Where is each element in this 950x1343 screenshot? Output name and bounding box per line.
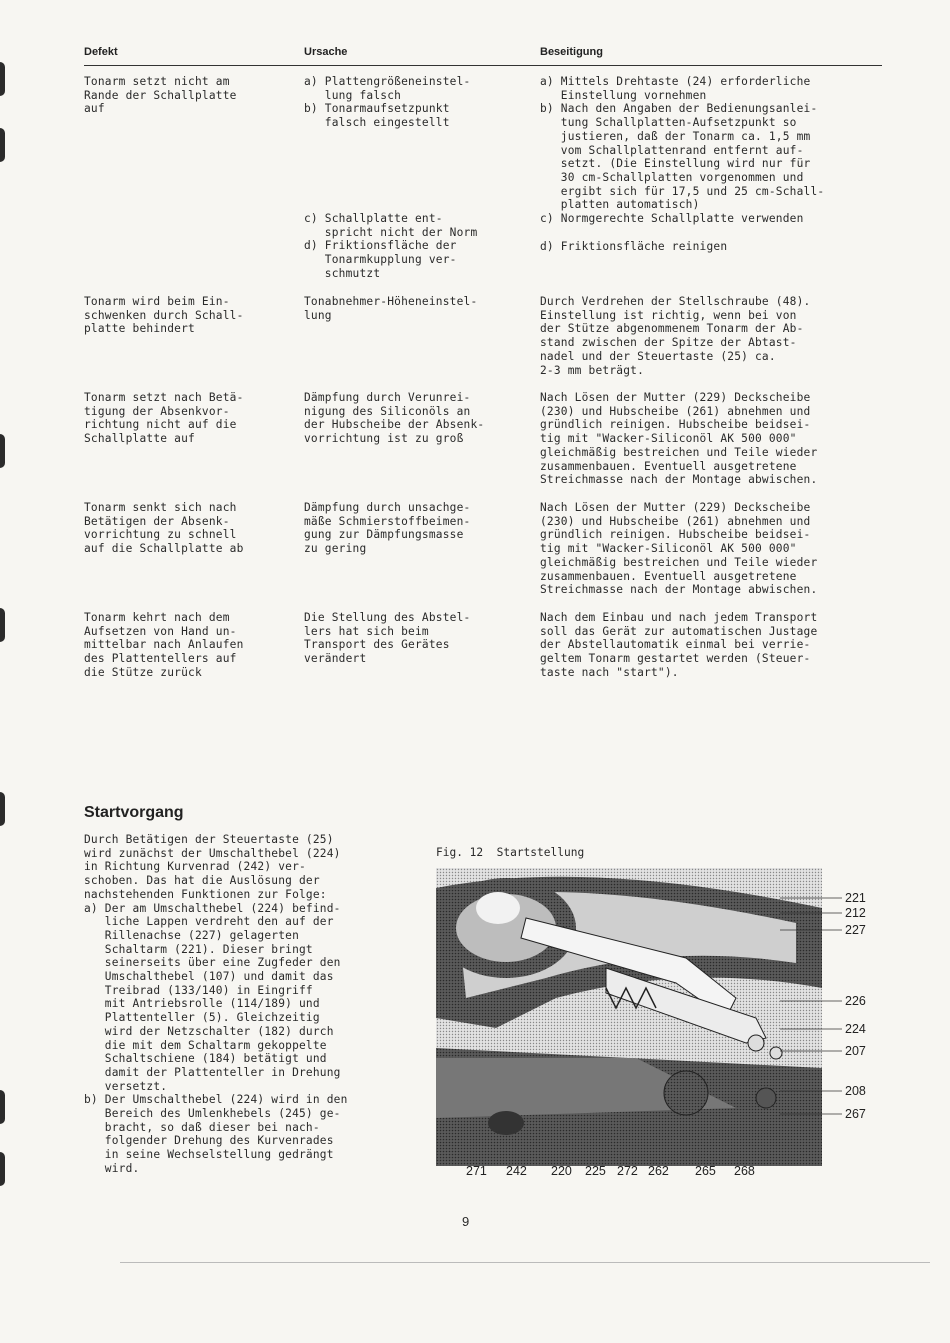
header-ursache: Ursache [304,46,348,58]
row1-ursache-cd: c) Schallplatte ent- spricht nicht der Norm d) Friktionsfläche der Tonarmkupplung ver- schmutzt [304,212,478,280]
figure-label: 271 [466,1164,487,1178]
row5-ursache: Die Stellung des Abstel- lers hat sich beim Transport des Gerätes verändert [304,611,471,666]
figure-label: 227 [845,923,866,937]
row1-ursache-ab: a) Plattengrößeneinstel- lung falsch b) Tonarmaufsetzpunkt falsch eingestellt [304,75,471,130]
row2-beseitigung: Durch Verdrehen der Stellschraube (48). Einstellung ist richtig, wenn bei von der Stütze abgenommenem Tonarm der Ab- stand zwischen der Spitze der Abtast- nadel und der Steuertaste (25) ca. 2-3 mm beträgt. [540,295,811,377]
row1-beseitigung-c: c) Normgerechte Schallplatte verwenden [540,212,804,225]
binder-hole [0,434,5,468]
figure-caption: Fig. 12 Startstellung [436,846,585,859]
binder-hole [0,608,5,642]
row1-beseitigung-d: d) Friktionsfläche reinigen [540,240,728,253]
row4-beseitigung: Nach Lösen der Mutter (229) Deckscheibe (230) und Hubscheibe (261) abnehmen und gründlich reinigen. Hubscheibe beidsei- tig mit "Wacker-Siliconöl AK 500 000" gleichmäßig bestreichen und Teile wieder zusammenbauen. Eventuell ausgetretene Streichmasse nach der Montage abwischen. [540,501,818,597]
row3-beseitigung: Nach Lösen der Mutter (229) Deckscheibe (230) und Hubscheibe (261) abnehmen und gründlich reinigen. Hubscheibe beidsei- tig mit "Wacker-Siliconöl AK 500 000" gleichmäßig bestreichen und Teile wieder zusammenbauen. Eventuell ausgetretene Streichmasse nach der Montage abwischen. [540,391,818,487]
figure-label: 212 [845,906,866,920]
section-body: Durch Betätigen der Steuertaste (25) wird zunächst der Umschalthebel (224) in Richtung Kurvenrad (242) ver- schoben. Das hat die Auslösung der nachstehenden Funktionen zur Folge: a) Der am Umschalthebel (224) befind- liche Lappen verdreht den auf der Rillenachse (227) gelagerten Schaltarm (221). Dieser bringt seinerseits über eine Zugfeder den Umschalthebel (107) und damit das Treibrad (133/140) in Eingriff mit Antriebsrolle (114/189) und Plattenteller (5). Gleichzeitig wird der Netzschalter (182) durch die mit dem Schaltarm gekoppelte Schaltschiene (184) betätigt und damit der Plattenteller in Drehung versetzt. b) Der Umschalthebel (224) wird in den Bereich des Umlenkhebels (245) ge- bracht, so daß dieser bei nach- folgender Drehung des Kurvenrades in seine Wechselstellung gedrängt wird. [84,833,348,1175]
row5-beseitigung: Nach dem Einbau und nach jedem Transport soll das Gerät zur automatischen Justage der Abstellautomatik einmal bei verrie- geltem Tonarm gestartet werden (Steuer- taste nach "start"). [540,611,818,679]
figure-label: 207 [845,1044,866,1058]
row2-ursache: Tonabnehmer-Höheneinstel- lung [304,295,478,322]
figure-label: 262 [648,1164,669,1178]
header-rule [84,65,882,66]
row1-beseitigung-ab: a) Mittels Drehtaste (24) erforderliche Einstellung vornehmen b) Nach den Angaben der Bedienungsanlei- tung Schallplatten-Aufsetzpunkt so justieren, daß der Tonarm ca. 1,5 mm vom Schallplattenrand entfernt auf- setzt. (Die Einstellung wird nur für 30 cm-Schallplatten vorgenommen und ergibt sich für 17,5 und 25 cm-Schall- platten automatisch) [540,75,825,212]
binder-hole [0,62,5,96]
figure-label: 265 [695,1164,716,1178]
figure-label: 272 [617,1164,638,1178]
figure-label: 242 [506,1164,527,1178]
binder-hole [0,792,5,826]
row3-ursache: Dämpfung durch Verunrei- nigung des Siliconöls an der Hubscheibe der Absenk- vorrichtung ist zu groß [304,391,485,446]
figure-label: 220 [551,1164,572,1178]
figure-leader-lines [780,890,850,1120]
row1-defekt: Tonarm setzt nicht am Rande der Schallplatte auf [84,75,237,116]
row2-defekt: Tonarm wird beim Ein- schwenken durch Schall- platte behindert [84,295,244,336]
row5-defekt: Tonarm kehrt nach dem Aufsetzen von Hand un- mittelbar nach Anlaufen des Plattentellers auf die Stütze zurück [84,611,244,679]
binder-hole [0,128,5,162]
figure-label: 267 [845,1107,866,1121]
figure-label: 268 [734,1164,755,1178]
row3-defekt: Tonarm setzt nach Betä- tigung der Absenkvor- richtung nicht auf die Schallplatte auf [84,391,244,446]
row4-defekt: Tonarm senkt sich nach Betätigen der Absenk- vorrichtung zu schnell auf die Schallplatte ab [84,501,244,556]
row4-ursache: Dämpfung durch unsachge- mäße Schmierstoffbeimen- gung zur Dämpfungsmasse zu gering [304,501,471,556]
page-number: 9 [462,1214,470,1229]
mechanism-photo [436,868,822,1166]
mechanism-drawing [436,868,822,1166]
binder-hole [0,1090,5,1124]
section-title: Startvorgang [84,804,184,821]
binder-hole [0,1152,5,1186]
header-defekt: Defekt [84,46,118,58]
figure-label: 224 [845,1022,866,1036]
page-edge-line [120,1262,930,1263]
header-beseitigung: Beseitigung [540,46,603,58]
figure-label: 226 [845,994,866,1008]
figure-label: 221 [845,891,866,905]
figure-label: 208 [845,1084,866,1098]
figure-label: 225 [585,1164,606,1178]
